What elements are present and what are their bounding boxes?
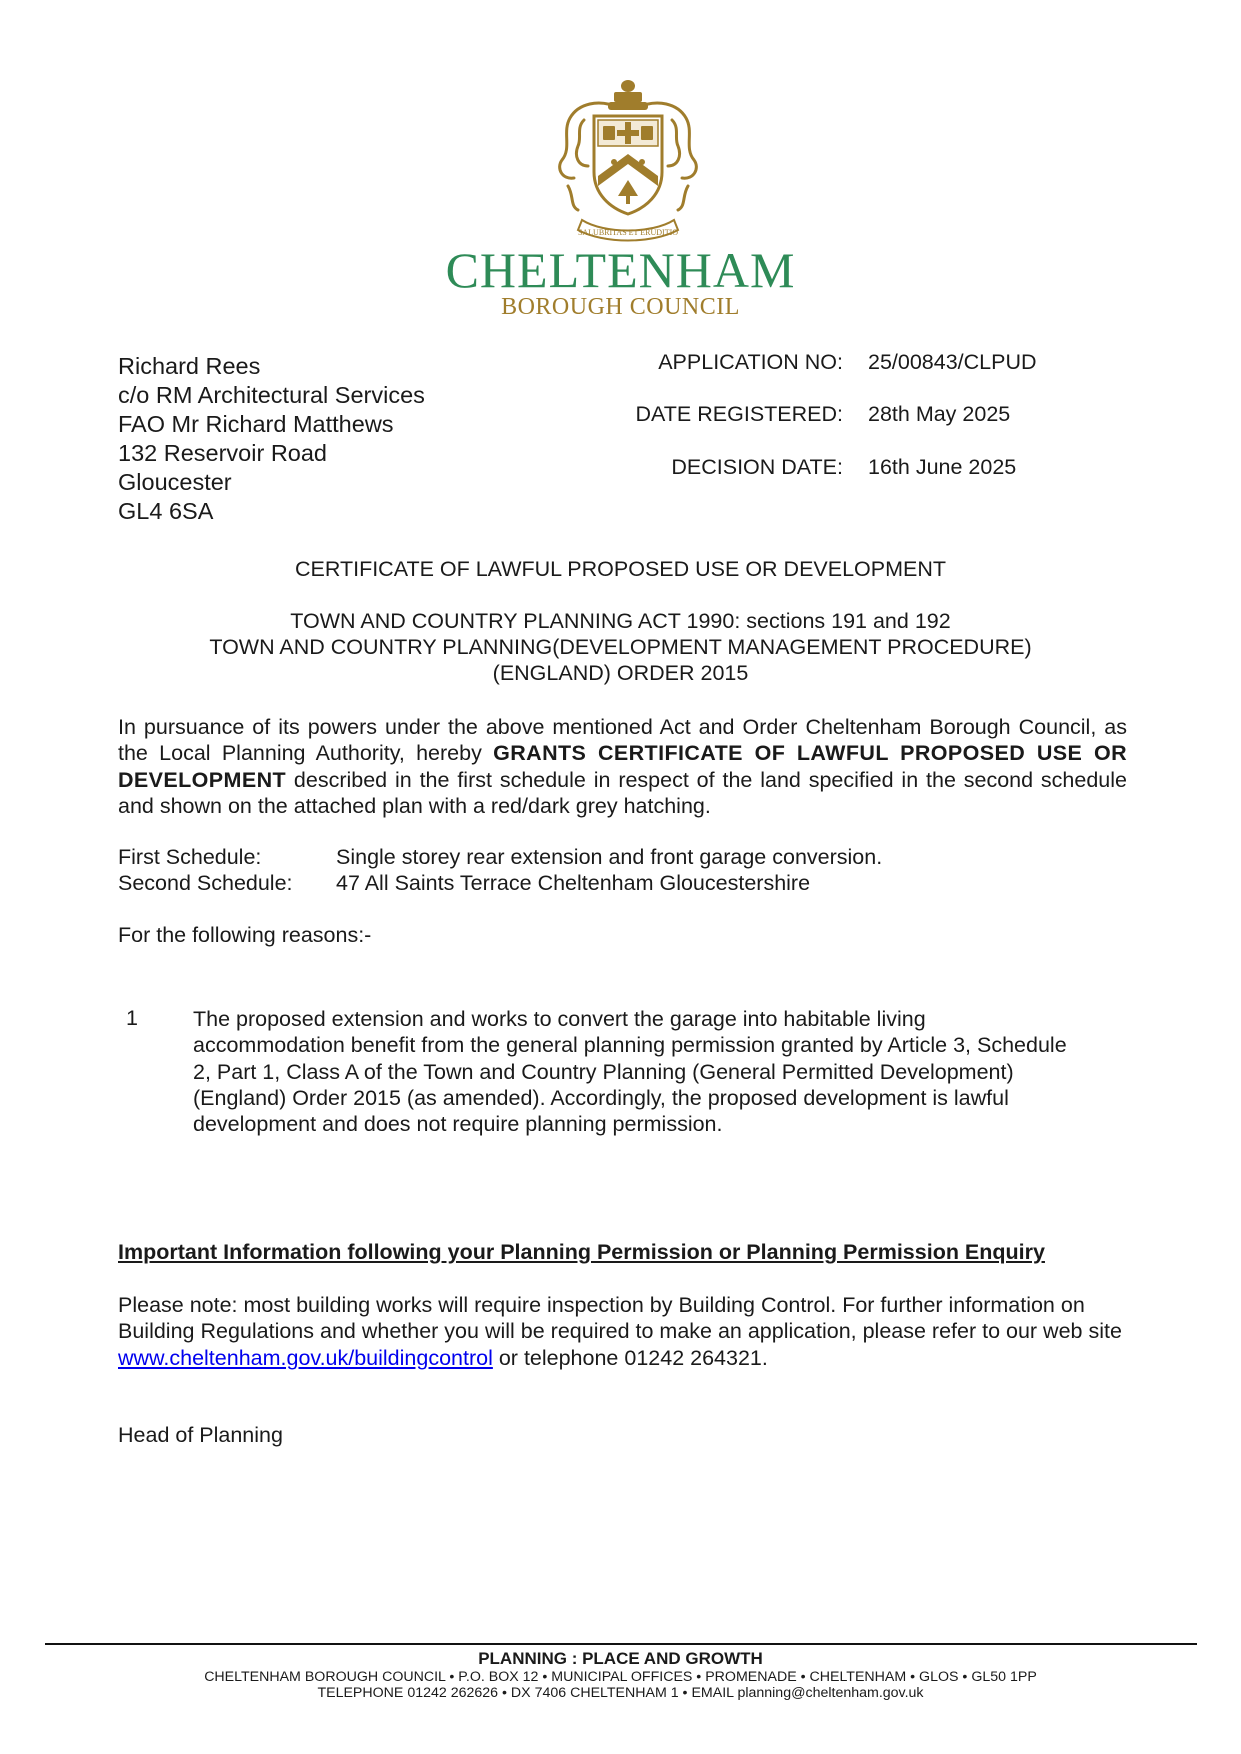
- recipient-address: [118, 352, 425, 526]
- crest-motto: SALUBRITAS ET ERUDITIO: [577, 228, 679, 237]
- building-control-note: Please note: most building works will require inspection by Building Control. For further information on Building Regulations and whether you will be required to make an application, please refer to our web site www.cheltenham.gov.uk/buildingcontrol or telephone 01242 264321.: [118, 1293, 1122, 1370]
- decision-date-label: DECISION DATE:: [671, 455, 843, 479]
- first-schedule-label: First Schedule:: [118, 845, 262, 869]
- important-info-heading: Important Information following your Planning Permission or Planning Permission Enquiry: [118, 1240, 1045, 1264]
- address-line: Gloucester: [118, 469, 232, 495]
- second-schedule-value: 47 All Saints Terrace Cheltenham Gloucestershire: [336, 871, 811, 895]
- signatory: Head of Planning: [118, 1423, 283, 1447]
- footer-contact: TELEPHONE 01242 262626 • DX 7406 CHELTENHAM 1 • EMAIL planning@cheltenham.gov.uk: [317, 1685, 924, 1701]
- certificate-title: CERTIFICATE OF LAWFUL PROPOSED USE OR DEVELOPMENT: [294, 557, 947, 581]
- address-line: c/o RM Architectural Services: [118, 382, 425, 408]
- footer-title: PLANNING : PLACE AND GROWTH: [478, 1649, 763, 1668]
- application-no-value: 25/00843/CLPUD: [868, 350, 1037, 374]
- date-registered-value: 28th May 2025: [868, 402, 1011, 426]
- council-subtitle: BOROUGH COUNCIL: [501, 294, 740, 320]
- act-line-3: (ENGLAND) ORDER 2015: [492, 661, 749, 685]
- reasons-intro: For the following reasons:-: [118, 923, 372, 947]
- footer-address: CHELTENHAM BOROUGH COUNCIL • P.O. BOX 12 • MUNICIPAL OFFICES • PROMENADE • CHELTENHAM • GLOS • GL50 1PP: [204, 1669, 1037, 1685]
- act-line-2: TOWN AND COUNTRY PLANNING(DEVELOPMENT MANAGEMENT PROCEDURE): [209, 635, 1032, 659]
- address-line: 132 Reservoir Road: [118, 440, 327, 466]
- reason-number: 1: [126, 1006, 138, 1030]
- date-registered-label: DATE REGISTERED:: [635, 402, 843, 426]
- footer-divider: [45, 1643, 1197, 1645]
- address-line: Richard Rees: [118, 353, 261, 379]
- second-schedule-label: Second Schedule:: [118, 871, 293, 895]
- building-control-link[interactable]: www.cheltenham.gov.uk/buildingcontrol: [118, 1345, 493, 1370]
- grant-paragraph: In pursuance of its powers under the above mentioned Act and Order Cheltenham Borough Council, as the Local Planning Authority, hereby GRANTS CERTIFICATE OF LAWFUL PROPOSED USE OR DEVELOPMENT described in the first schedule in respect of the land specified in the second schedule and shown on the attached plan with a red/dark grey hatching.: [118, 715, 1127, 818]
- grant-statement: GRANTS CERTIFICATE OF LAWFUL PROPOSED USE OR DEVELOPMENT: [118, 741, 1127, 792]
- reason-text: The proposed extension and works to convert the garage into habitable living accommodation benefit from the general planning permission granted by Article 3, Schedule 2, Part 1, Class A of the Town and Country Planning (General Permitted Development) (England) Order 2015 (as amended). Accordingly, the proposed development is lawful development and does not require planning permission.: [193, 1007, 1067, 1137]
- council-name: CHELTENHAM: [445, 242, 796, 298]
- act-line-1: TOWN AND COUNTRY PLANNING ACT 1990: sections 191 and 192: [290, 609, 951, 633]
- address-line: GL4 6SA: [118, 498, 214, 524]
- first-schedule-value: Single storey rear extension and front garage conversion.: [336, 845, 883, 869]
- application-no-label: APPLICATION NO:: [658, 350, 843, 374]
- council-crest-logo: [548, 68, 708, 248]
- decision-date-value: 16th June 2025: [868, 455, 1017, 479]
- address-line: FAO Mr Richard Matthews: [118, 411, 394, 437]
